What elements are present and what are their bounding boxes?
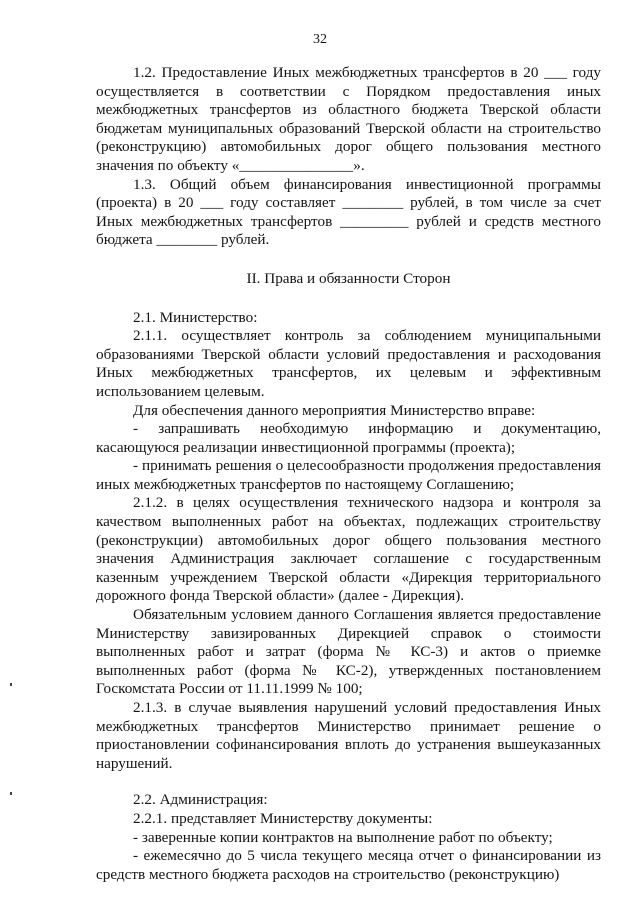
bullet-request-information: - запрашивать необходимую информацию и документацию, касающуюся реализации инвестиционной программы (проекта); xyxy=(96,420,601,456)
bullet-contract-copies: - заверенные копии контрактов на выполнение работ по объекту; xyxy=(133,828,553,846)
bullet-monthly-report: - ежемесячно до 5 числа текущего месяца отчет о финансировании из средств местного бюджета расходов на строительство (реконструкцию) xyxy=(96,847,601,883)
paragraph-1-3: 1.3. Общий объем финансирования инвестиционной программы (проекта) в 20 ___ году составляет ________ рублей, в том числе за счет Иных межбюджетных трансфертов _________ рублей и средств местного бюджета ________ рублей. xyxy=(96,175,601,249)
paragraph-2-1-3: 2.1.3. в случае выявления нарушений условий предоставления Иных межбюджетных трансфертов Министерство принимает решение о приостановлении софинансирования вплоть до устранения вышеуказанных нарушений. xyxy=(96,699,601,772)
scan-mark xyxy=(10,792,12,795)
page-number: 32 xyxy=(313,32,327,47)
section-heading: II. Права и обязанности Сторон xyxy=(246,269,451,287)
paragraph-2-1-2: 2.1.2. в целях осуществления технического надзора и контроля за качеством выполненных работ на объектах, подлежащих строительству (реконструкции) автомобильных дорог общего пользования местного значения Администрация заключает соглашение с государственным казенным учреждением Тверской области «Дирекция территориального дорожного фонда Тверской области» (далее - Дирекция). xyxy=(96,494,601,605)
paragraph-2-1: 2.1. Министерство: xyxy=(133,308,258,326)
paragraph-2-1-1: 2.1.1. осуществляет контроль за соблюдением муниципальными образованиями Тверской области условий предоставления и расходования Иных межбюджетных трансфертов, их целевым и эффективным использованием целевым. xyxy=(96,327,601,400)
paragraph-2-2: 2.2. Администрация: xyxy=(133,791,268,809)
paragraph-rights: Для обеспечения данного мероприятия Министерство вправе: xyxy=(133,401,536,419)
scan-mark xyxy=(10,683,12,686)
document-body xyxy=(96,64,601,884)
paragraph-mandatory-condition: Обязательным условием данного Соглашения является предоставление Министерству завизированных Дирекцией справок о стоимости выполненных работ и затрат (форма № КС-3) и актов о приемке выполненных работ (форма № КС-2), утвержденных постановлением Госкомстата России от 11.11.1999 № 100; xyxy=(96,606,601,698)
paragraph-2-2-1: 2.2.1. представляет Министерству документы: xyxy=(133,809,433,827)
paragraph-1-2: 1.2. Предоставление Иных межбюджетных трансфертов в 20 ___ году осуществляется в соответствии с Порядком предоставления иных межбюджетных трансфертов из областного бюджета Тверской области бюджетам муниципальных образований Тверской области на строительство (реконструкцию) автомобильных дорог общего пользования местного значения по объекту «_______________». xyxy=(96,64,601,174)
bullet-decide-continuation: - принимать решения о целесообразности продолжения предоставления иных межбюджетных трансфертов по настоящему Соглашению; xyxy=(96,457,601,493)
